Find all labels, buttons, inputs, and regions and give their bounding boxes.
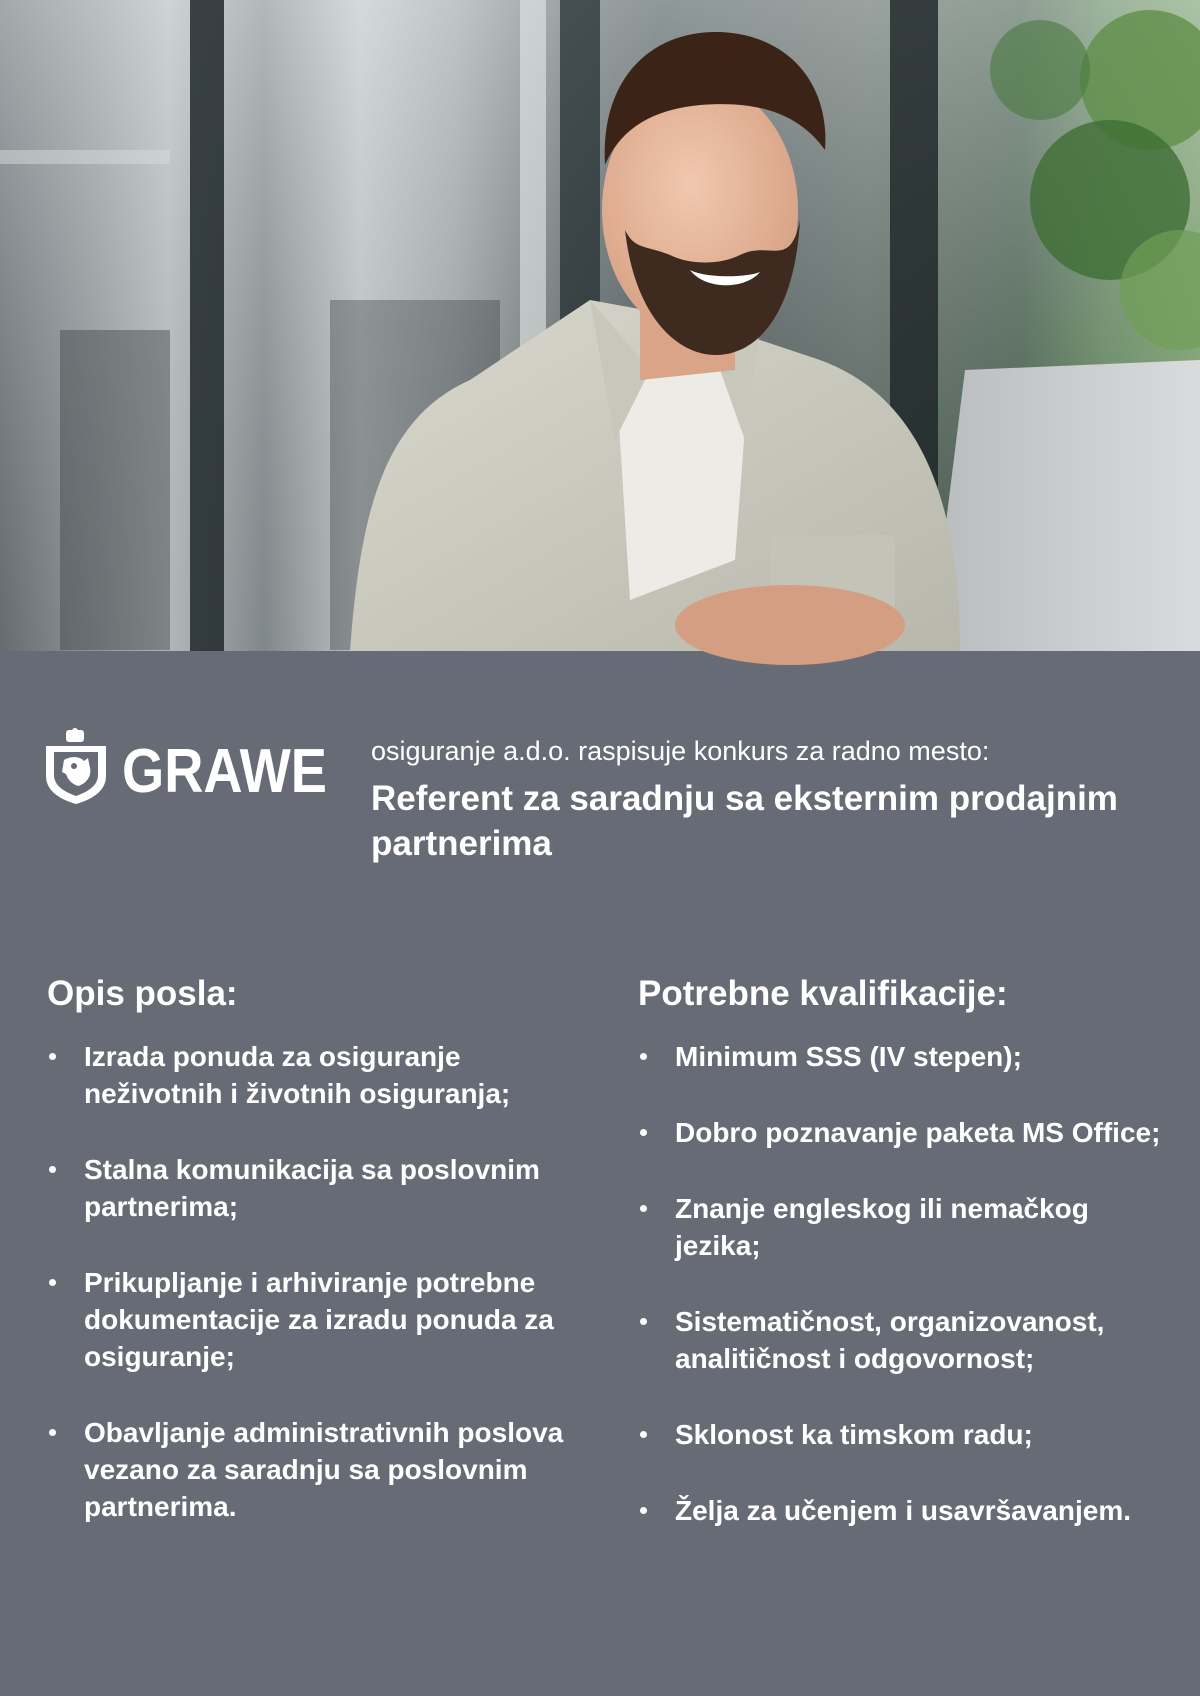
list-item [638,1038,1178,1075]
list-item [638,1303,1178,1377]
bullet-icon [640,1205,647,1212]
job-description-section [47,970,587,1564]
intro-text: osiguranje a.d.o. raspisuje konkurs za radno mesto: [371,736,990,766]
list-item-text: Izrada ponuda za osiguranje neživotnih i životnih osiguranja; [84,1041,511,1109]
bullet-icon [640,1053,647,1060]
bullet-icon [49,1053,56,1060]
qualifications-list [638,1038,1178,1529]
page-title: Referent za saradnju sa eksternim prodajnim partnerima [371,779,1118,863]
bullet-icon [640,1431,647,1438]
list-item-text: Znanje engleskog ili nemačkog jezika; [675,1193,1089,1261]
grawe-crest-icon [44,728,330,804]
list-item-text: Obavljanje administrativnih poslova vezano za saradnju sa poslovnim partnerima. [84,1417,564,1522]
list-item-text: Želja za učenjem i usavršavanjem. [675,1495,1132,1526]
list-item-text: Dobro poznavanje paketa MS Office; [675,1117,1161,1148]
list-item-text: Minimum SSS (IV stepen); [675,1041,1022,1072]
qualifications-heading: Potrebne kvalifikacije: [638,974,1008,1013]
qualifications-section [638,970,1178,1568]
bullet-icon [640,1129,647,1136]
grawe-logo [44,728,330,804]
job-description-heading: Opis posla: [47,974,238,1013]
list-item [638,1190,1178,1264]
photo-illustration [0,0,1200,651]
bullet-icon [640,1318,647,1325]
list-item [638,1114,1178,1151]
list-item [638,1492,1178,1529]
bullet-icon [49,1429,56,1436]
bullet-icon [49,1166,56,1173]
list-item-text: Prikupljanje i arhiviranje potrebne dokumentacije za izradu ponuda za osiguranje; [84,1267,554,1372]
list-item-text: Sklonost ka timskom radu; [675,1419,1033,1450]
list-item [638,1416,1178,1453]
job-description-list [47,1038,587,1525]
list-item [47,1264,587,1375]
list-item-text: Sistematičnost, organizovanost, analitičnost i odgovornost; [675,1306,1105,1374]
bullet-icon [49,1279,56,1286]
list-item [47,1414,587,1525]
header-photo [0,0,1200,651]
list-item [47,1151,587,1225]
logo-wordmark: GRAWE [122,737,327,806]
list-item [47,1038,587,1112]
bullet-icon [640,1507,647,1514]
list-item-text: Stalna komunikacija sa poslovnim partnerima; [84,1154,540,1222]
